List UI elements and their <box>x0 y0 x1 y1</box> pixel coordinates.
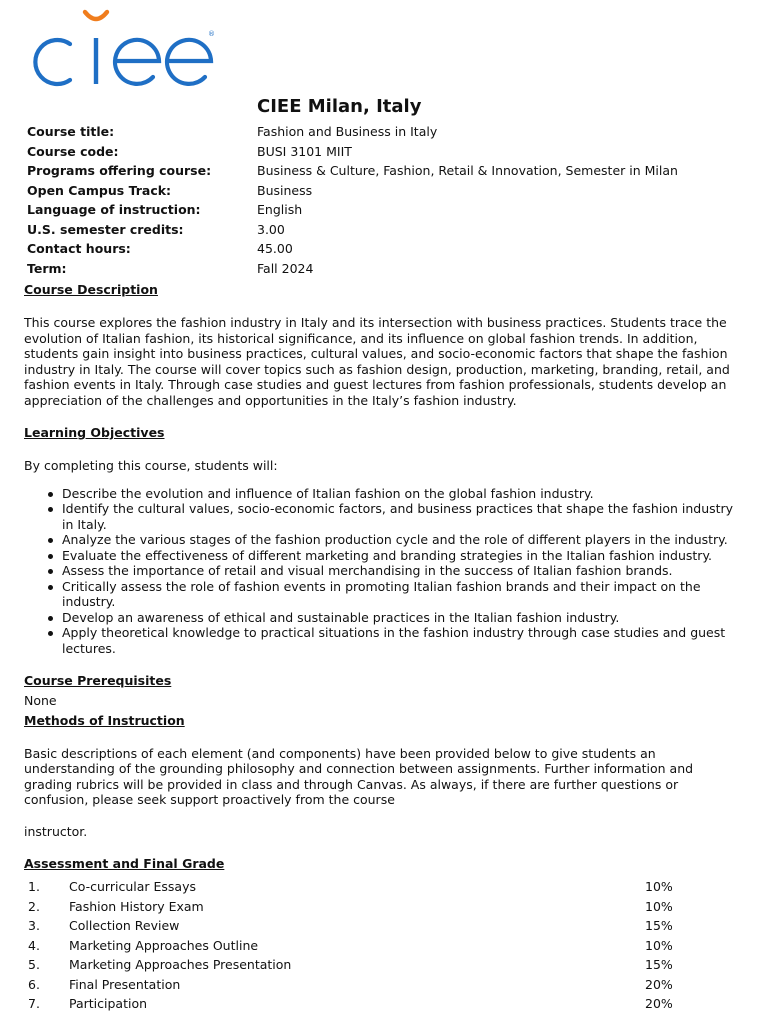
course-info-value: Fashion and Business in Italy <box>257 124 438 139</box>
table-row <box>24 975 684 995</box>
course-info-value: BUSI 3101 MIIT <box>257 143 352 159</box>
table-row <box>24 955 684 975</box>
learning-objective-item: Assess the importance of retail and visual merchandising in the success of Italian fashion brands. <box>62 563 744 579</box>
course-info-label: Language of instruction: <box>27 202 201 217</box>
assessment-name: Co-curricular Essays <box>69 879 196 894</box>
learning-objectives-list <box>24 486 744 657</box>
learning-objective-item: Critically assess the role of fashion events in promoting Italian fashion brands and their impact on the industry. <box>62 579 744 610</box>
methods-title: Methods of Instruction <box>24 712 185 728</box>
course-description-title: Course Description <box>24 282 158 297</box>
course-info-value: 45.00 <box>257 241 293 256</box>
prerequisites-title: Course Prerequisites <box>24 673 172 688</box>
course-info-value: Business & Culture, Fashion, Retail & Innovation, Semester in Milan <box>257 163 678 178</box>
assessment-name: Fashion History Exam <box>69 898 204 914</box>
course-info-label: Course title: <box>27 124 115 139</box>
course-info-row <box>27 181 678 201</box>
page-title: CIEE Milan, Italy <box>257 96 422 117</box>
course-info-label: Course code: <box>27 143 119 159</box>
prerequisites-text: None <box>24 693 57 708</box>
assessment-weight: 10% <box>645 937 673 953</box>
course-info-label: U.S. semester credits: <box>27 221 184 237</box>
table-row <box>24 916 684 936</box>
table-row <box>24 994 684 1014</box>
document-body <box>24 282 744 1014</box>
assessment-weight: 20% <box>645 996 673 1011</box>
logo-letter-c <box>35 40 70 84</box>
assessment-number: 4. <box>28 937 40 953</box>
logo-registered-mark: ® <box>208 30 215 38</box>
course-info-value: Fall 2024 <box>257 260 314 276</box>
methods-text-continued: instructor. <box>24 823 88 839</box>
course-info-label: Term: <box>27 260 67 276</box>
assessment-name: Final Presentation <box>69 976 181 992</box>
learning-objectives-intro: By completing this course, students will: <box>24 458 278 473</box>
course-info-value: English <box>257 202 303 217</box>
assessment-weight: 15% <box>645 918 673 933</box>
course-info-label: Open Campus Track: <box>27 182 172 198</box>
assessment-title: Assessment and Final Grade <box>24 856 225 871</box>
learning-objective-item: Apply theoretical knowledge to practical situations in the fashion industry through case studies and guest lectures. <box>62 625 744 656</box>
assessment-number: 7. <box>28 996 40 1011</box>
assessment-number: 1. <box>28 879 40 894</box>
learning-objectives-title: Learning Objectives <box>24 425 165 440</box>
learning-objective-item: Identify the cultural values, socio-economic factors, and business practices that shape the fashion industry in Italy. <box>62 501 744 532</box>
table-row <box>24 877 684 897</box>
assessment-name: Participation <box>69 996 148 1011</box>
assessment-number: 2. <box>28 898 40 914</box>
learning-objective-item: Analyze the various stages of the fashion production cycle and the role of different players in the industry. <box>62 532 744 548</box>
course-info-row <box>27 220 678 240</box>
course-info-table <box>27 122 678 278</box>
course-info-row <box>27 142 678 162</box>
course-info-row <box>27 122 678 142</box>
logo-swoosh <box>85 12 107 19</box>
course-info-label: Contact hours: <box>27 241 131 256</box>
course-info-label: Programs offering course: <box>27 163 212 178</box>
ciee-logo <box>22 6 222 92</box>
assessment-weight: 10% <box>645 898 673 914</box>
assessment-number: 3. <box>28 918 40 933</box>
assessment-weight: 20% <box>645 976 673 992</box>
course-info-row <box>27 239 678 259</box>
course-info-row <box>27 259 678 279</box>
assessment-number: 6. <box>28 976 40 992</box>
logo-letter-e2 <box>167 40 211 84</box>
assessment-weight: 15% <box>645 957 673 972</box>
table-row <box>24 936 684 956</box>
learning-objective-item: Develop an awareness of ethical and sustainable practices in the Italian fashion industry. <box>62 610 744 626</box>
methods-text: Basic descriptions of each element (and components) have been provided below to give students an understanding of the grounding philosophy and connection between assignments. Further information and grading rubrics will be provided in class and through Canvas. As always, if there are further questions or confusion, please seek support proactively from the course <box>24 745 694 807</box>
assessment-name: Marketing Approaches Outline <box>69 937 259 953</box>
logo-letter-e1 <box>115 40 159 84</box>
assessment-number: 5. <box>28 957 40 972</box>
assessment-name: Collection Review <box>69 918 180 933</box>
course-info-row <box>27 161 678 181</box>
course-description-text: This course explores the fashion industry in Italy and its intersection with business practices. Students trace the evolution of Italian fashion, its historical significance, and its influence on global fashion trends. In addition, students gain insight into business practices, cultural values, and socio-economic factors that shape the fashion industry in Italy. The course will cover topics such as fashion design, production, marketing, branding, retail, and fashion events in Italy. Through case studies and guest lectures from fashion professionals, students develop an appreciation of the challenges and opportunities in the Italy’s fashion industry. <box>24 315 730 408</box>
course-info-row <box>27 200 678 220</box>
course-info-value: Business <box>257 182 313 198</box>
course-info-value: 3.00 <box>257 221 285 237</box>
learning-objective-item: Evaluate the effectiveness of different marketing and branding strategies in the Italian fashion industry. <box>62 548 744 564</box>
assessment-weight: 10% <box>645 879 673 894</box>
learning-objective-item: Describe the evolution and influence of Italian fashion on the global fashion industry. <box>62 486 744 502</box>
assessment-name: Marketing Approaches Presentation <box>69 957 292 972</box>
assessment-table <box>24 877 684 1014</box>
table-row <box>24 897 684 917</box>
